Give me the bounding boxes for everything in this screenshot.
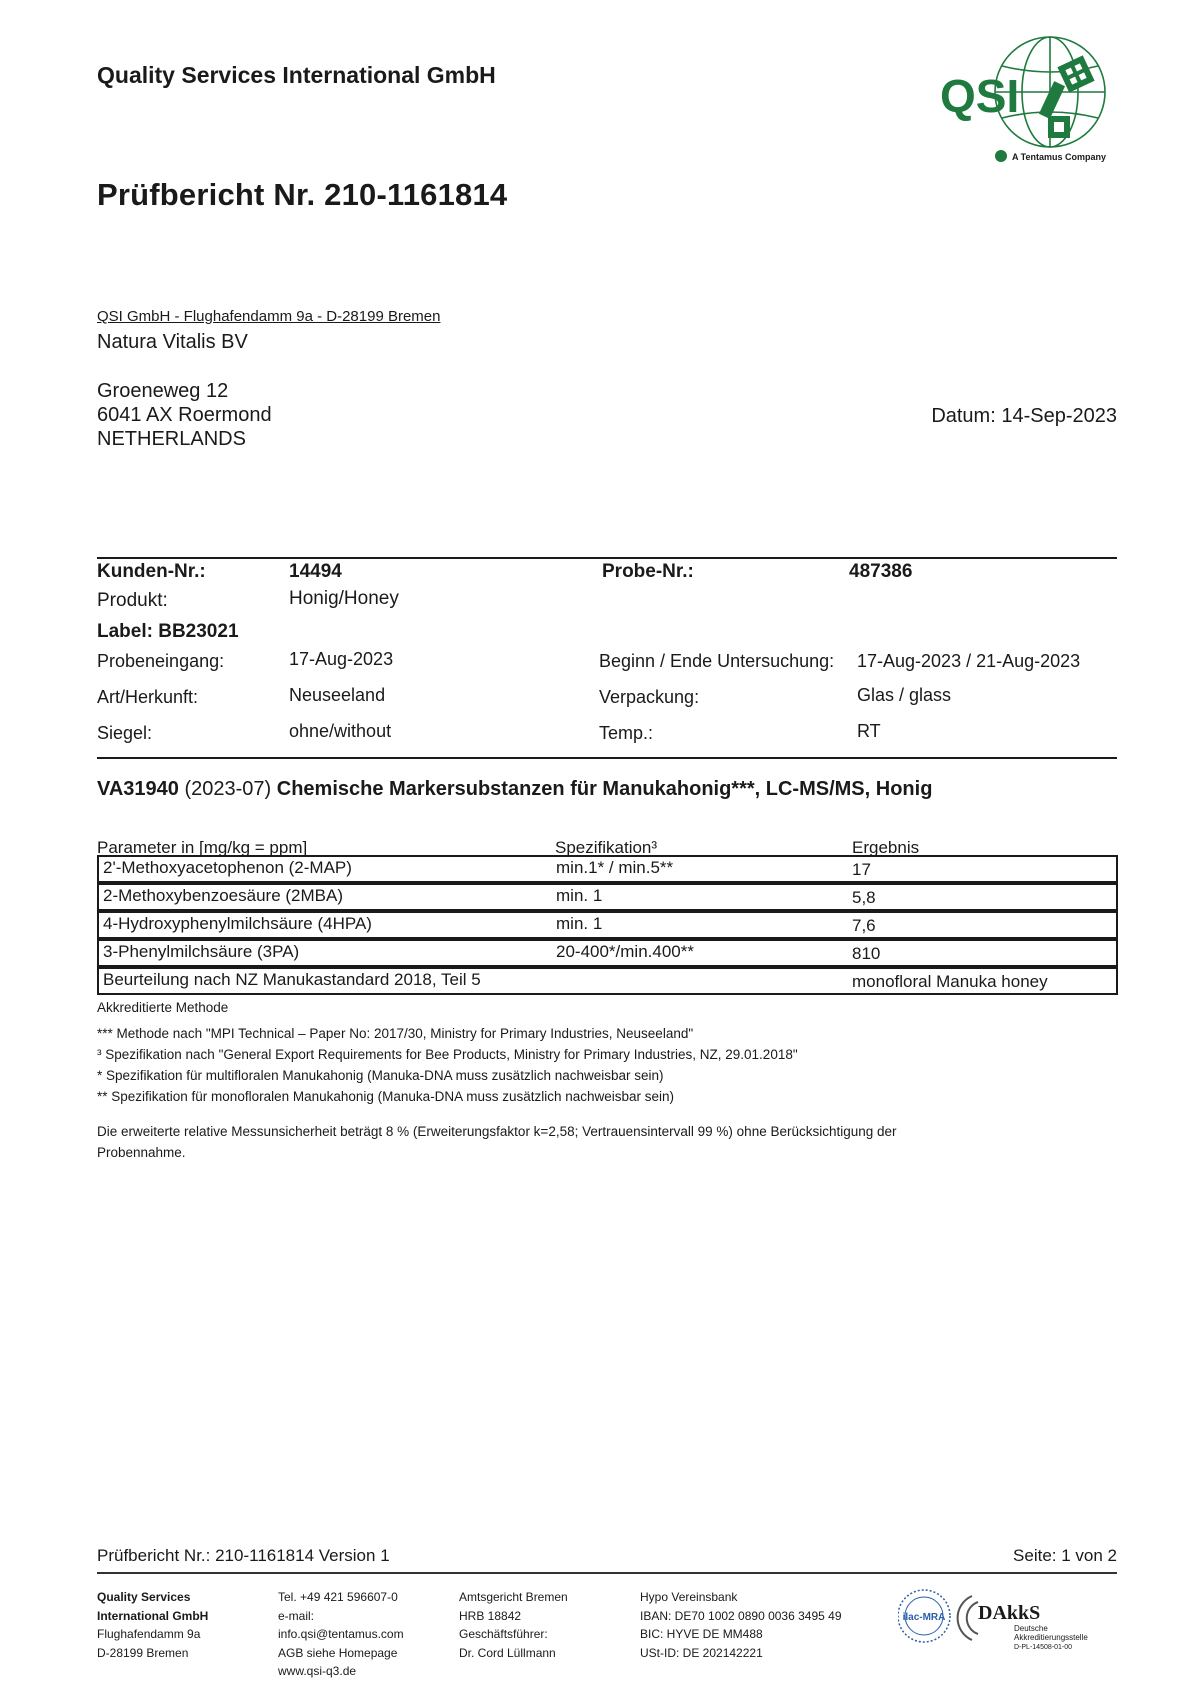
col-header-result: Ergebnis (852, 838, 920, 857)
svg-text:Akkreditierungsstelle: Akkreditierungsstelle (1014, 1633, 1088, 1642)
ilac-badge-icon (898, 1590, 950, 1642)
footer-company: Quality Services International GmbH Flughafendamm 9a D-28199 Bremen (97, 1590, 209, 1660)
origin-label: Art/Herkunft: (97, 687, 199, 707)
product-value: Honig/Honey (289, 588, 399, 609)
receipt-value: 17-Aug-2023 (289, 649, 394, 669)
svg-text:D-PL-14508-01-00: D-PL-14508-01-00 (1014, 1644, 1072, 1651)
table-row (97, 855, 1118, 883)
table-row (97, 967, 1118, 995)
footer-divider (97, 1572, 1117, 1574)
table-row (97, 911, 1118, 939)
packaging-value: Glas / glass (857, 685, 952, 705)
row-result: monofloral Manuka honey (852, 972, 1048, 991)
sample-number-value: 487386 (849, 561, 913, 582)
dakks-badge-icon (958, 1596, 1089, 1651)
temperature-label: Temp.: (599, 723, 654, 743)
note-accredited: Akkreditierte Methode (97, 1000, 229, 1015)
footer-report-number: Prüfbericht Nr.: 210-1161814 Version 1 (97, 1546, 390, 1565)
svg-text:Deutsche: Deutsche (1014, 1624, 1048, 1633)
row-result: 810 (852, 944, 881, 963)
customer-number-value: 14494 (289, 561, 342, 582)
seal-label: Siegel: (97, 723, 153, 743)
footer-contact: Tel. +49 421 596607-0 e-mail: info.qsi@tentamus.com AGB siehe Homepage www.qsi-q3.de (278, 1590, 404, 1678)
receipt-label: Probeneingang: (97, 651, 225, 671)
row-parameter: Beurteilung nach NZ Manukastandard 2018, Teil 5 (103, 970, 481, 989)
note-multifloral: * Spezifikation für multifloralen Manukahonig (Manuka-DNA muss zusätzlich nachweisbar sein) (97, 1068, 664, 1083)
row-result: 17 (852, 860, 871, 879)
customer-number-label: Kunden-Nr.: (97, 561, 206, 582)
footer-page-number: Seite: 1 von 2 (1013, 1546, 1117, 1565)
row-parameter: 2'-Methoxyacetophenon (2-MAP) (103, 858, 352, 877)
recipient-country: NETHERLANDS (97, 428, 246, 450)
product-label: Produkt: (97, 590, 168, 611)
row-spec: 20-400*/min.400** (556, 942, 694, 961)
row-parameter: 2-Methoxybenzoesäure (2MBA) (103, 886, 344, 905)
recipient-name: Natura Vitalis BV (97, 331, 248, 353)
table-row (97, 939, 1118, 967)
row-result: 5,8 (852, 888, 876, 907)
svg-text:ilac-MRA: ilac-MRA (902, 1612, 946, 1623)
note-uncertainty-cont: Probennahme. (97, 1145, 186, 1160)
row-parameter: 3-Phenylmilchsäure (3PA) (103, 942, 300, 961)
company-header: Quality Services International GmbH (97, 62, 496, 88)
table-row (97, 883, 1118, 911)
col-header-parameter: Parameter in [mg/kg = ppm] (97, 838, 308, 857)
note-monofloral: ** Spezifikation für monofloralen Manukahonig (Manuka-DNA muss zusätzlich nachweisbar sein) (97, 1089, 675, 1104)
origin-value: Neuseeland (289, 685, 386, 705)
temperature-value: RT (857, 721, 881, 741)
label-line: Label: BB23021 (97, 621, 239, 642)
recipient-city: 6041 AX Roermond (97, 404, 272, 426)
divider-top (97, 557, 1117, 559)
analysis-period-value: 17-Aug-2023 / 21-Aug-2023 (857, 651, 1081, 671)
sample-number-label: Probe-Nr.: (602, 561, 694, 582)
seal-value: ohne/without (289, 721, 392, 741)
row-parameter: 4-Hydroxyphenylmilchsäure (4HPA) (103, 914, 372, 933)
method-heading: VA31940 (2023-07) Chemische Markersubstanzen für Manukahonig***, LC-MS/MS, Honig (97, 778, 933, 800)
col-header-spec: Spezifikation³ (555, 838, 658, 857)
report-date: Datum: 14-Sep-2023 (931, 405, 1117, 427)
svg-text:QSI: QSI (940, 70, 1020, 122)
qsi-logo (938, 30, 1118, 175)
row-spec: min. 1 (556, 886, 603, 905)
svg-text:A Tentamus Company: A Tentamus Company (1012, 152, 1107, 162)
packaging-label: Verpackung: (599, 687, 700, 707)
divider-bottom (97, 757, 1117, 759)
row-result: 7,6 (852, 916, 876, 935)
footer-registry: Amtsgericht Bremen HRB 18842 Geschäftsführer: Dr. Cord Lüllmann (459, 1590, 568, 1660)
row-spec: min. 1 (556, 914, 603, 933)
note-uncertainty: Die erweiterte relative Messunsicherheit beträgt 8 % (Erweiterungsfaktor k=2,58; Vertrauensintervall 99 %) ohne Berücksichtigung der (97, 1124, 897, 1139)
svg-text:DAkkS: DAkkS (978, 1602, 1041, 1624)
recipient-street: Groeneweg 12 (97, 380, 229, 402)
accreditation-badges (898, 1584, 1108, 1656)
note-spec-source: ³ Spezifikation nach "General Export Requirements for Bee Products, Ministry for Primary Industries, NZ, 29.01.2018" (97, 1047, 798, 1062)
analysis-period-label: Beginn / Ende Untersuchung: (599, 651, 835, 671)
report-title: Prüfbericht Nr. 210-1161814 (97, 177, 508, 212)
row-spec: min.1* / min.5** (556, 858, 674, 877)
footer-bank: Hypo Vereinsbank IBAN: DE70 1002 0890 0036 3495 49 BIC: HYVE DE MM488 USt-ID: DE 202142221 (640, 1590, 842, 1660)
note-method: *** Methode nach "MPI Technical – Paper No: 2017/30, Ministry for Primary Industries, Neuseeland" (97, 1026, 694, 1041)
sender-line: QSI GmbH - Flughafendamm 9a - D-28199 Bremen (97, 308, 441, 325)
